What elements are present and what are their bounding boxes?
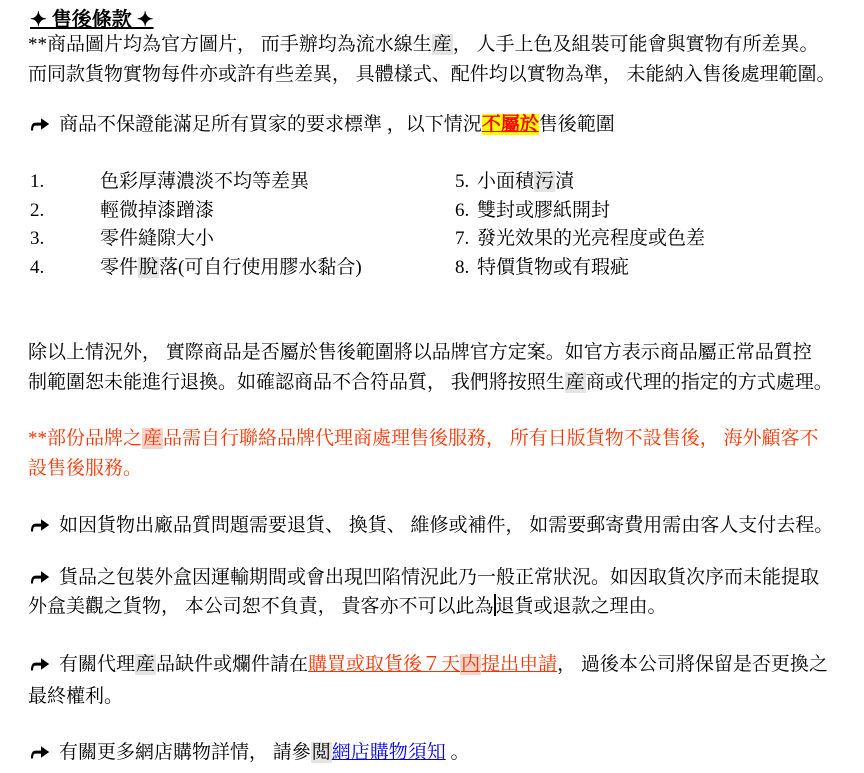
list-left-cell bbox=[30, 168, 455, 196]
bullet-arrow-icon bbox=[30, 512, 50, 542]
list-row bbox=[30, 225, 836, 253]
packaging-line-1 bbox=[30, 563, 819, 594]
list-text bbox=[100, 225, 214, 253]
list-right-cell bbox=[455, 225, 836, 253]
page-title: ✦ 售後條款 ✦ bbox=[30, 9, 154, 31]
list-text-a: 零件 bbox=[100, 257, 139, 278]
list-number: 2. bbox=[30, 200, 45, 221]
list-left-cell bbox=[30, 197, 455, 225]
more-info-text-b: 。 bbox=[445, 742, 470, 763]
fallback-char: 産 bbox=[143, 428, 163, 449]
defect-text-c: ， 過後本公司將保留是否更換之 bbox=[557, 654, 828, 675]
intro-line-2: 而同款貨物實物每件亦或許有些差異， 具體樣式、配件均以實物為準， 未能納入售後處理範圍。 bbox=[28, 64, 836, 85]
claim-deadline-emphasis bbox=[308, 654, 557, 675]
defect-claim-line-2: 最終權利。 bbox=[28, 686, 124, 707]
list-right-cell bbox=[455, 197, 836, 225]
defect-text-b: 品缺件或爛件請在 bbox=[156, 654, 309, 675]
notice-text-a: 商品不保證能滿足所有買家的要求標準 ，以下情況 bbox=[59, 114, 482, 135]
list-text bbox=[477, 254, 629, 282]
intro-text-b: ， 人手上色及組裝可能會與實物有所差異。 bbox=[452, 34, 819, 55]
fallback-char: 産 bbox=[432, 34, 452, 55]
notice-text-b: 售後範圍 bbox=[538, 114, 615, 135]
list-number: 6. bbox=[455, 200, 470, 221]
list-text bbox=[100, 197, 214, 225]
list-left-cell bbox=[30, 254, 455, 282]
packaging-line-2 bbox=[28, 592, 667, 622]
list-number: 7. bbox=[455, 228, 470, 249]
bullet-arrow-icon bbox=[30, 739, 50, 769]
claim-deadline-text-a: 購買或取貨後７天 bbox=[308, 654, 461, 675]
fallback-char: 内 bbox=[461, 654, 481, 675]
decision-text-a: 制範圍恕未能進行退換。如確認商品不合符品質， 我們將按照生 bbox=[28, 372, 565, 393]
list-text bbox=[477, 225, 705, 253]
more-info-line bbox=[30, 738, 470, 769]
decision-line-1: 除以上情況外， 實際商品是否屬於售後範圍將以品牌官方定案。如官方表示商品屬正常品質控 bbox=[28, 342, 812, 363]
packaging-text-a: 外盒美觀之貨物， 本公司恕不負責， 貴客亦不可以此為 bbox=[28, 596, 494, 617]
list-right-cell bbox=[455, 254, 836, 282]
list-right-cell bbox=[455, 168, 836, 196]
fallback-char: 污 bbox=[535, 171, 555, 192]
claim-deadline-text-b: 提出申請 bbox=[481, 654, 558, 675]
packaging-text-b: 退貨或退款之理由。 bbox=[495, 596, 667, 617]
list-text bbox=[100, 168, 309, 196]
list-text bbox=[477, 168, 574, 196]
shipping-text: 如因貨物出廠品質問題需要退貨、 換貨、 維修或補件， 如需要郵寄費用需由客人支付去程。 bbox=[59, 515, 834, 536]
list-text-a: 雙封或膠紙開封 bbox=[477, 200, 611, 221]
intro-line-1 bbox=[28, 30, 819, 60]
list-number: 5. bbox=[455, 171, 470, 192]
list-text-b: 漬 bbox=[555, 171, 575, 192]
bullet-arrow-icon bbox=[30, 564, 50, 594]
brand-notice-text-a: **部份品牌之 bbox=[28, 428, 143, 449]
packaging-text-1: 貨品之包裝外盒因運輸期間或會出現凹陷情況此乃一般正常狀況。如因取貨次序而未能提取 bbox=[59, 567, 820, 588]
bullet-arrow-icon bbox=[30, 111, 50, 141]
list-number: 1. bbox=[30, 171, 45, 192]
intro-text-a: **商品圖片均為官方圖片， 而手辦均為流水線生 bbox=[28, 34, 432, 55]
bullet-arrow-icon bbox=[30, 651, 50, 681]
list-text-b: 落(可自行使用膠水黏合) bbox=[159, 257, 362, 278]
fallback-char: 脫 bbox=[139, 257, 159, 278]
list-text bbox=[477, 197, 610, 225]
list-text bbox=[100, 254, 362, 282]
brand-notice-text-b: 品需自行聯絡品牌代理商處理售後服務， 所有日版貨物不設售後， 海外顧客不 bbox=[163, 428, 819, 449]
more-info-text-a: 有關更多網店購物詳情， 請參 bbox=[59, 742, 311, 763]
list-row bbox=[30, 168, 836, 196]
notice-line bbox=[30, 110, 615, 141]
list-number: 3. bbox=[30, 228, 45, 249]
fallback-char: 閲 bbox=[311, 742, 331, 763]
list-left-cell bbox=[30, 225, 455, 253]
list-text-a: 色彩厚薄濃淡不均等差異 bbox=[100, 171, 310, 192]
shop-guide-link[interactable]: 網店購物須知 bbox=[331, 742, 446, 763]
list-text-a: 特價貨物或有瑕疵 bbox=[477, 257, 630, 278]
list-row bbox=[30, 197, 836, 225]
list-number: 4. bbox=[30, 257, 45, 278]
brand-notice-line-2: 設售後服務。 bbox=[28, 458, 143, 479]
list-number: 8. bbox=[455, 257, 470, 278]
list-text-a: 零件縫隙大小 bbox=[100, 228, 215, 249]
fallback-char: 産 bbox=[136, 654, 156, 675]
list-text-a: 發光效果的光亮程度或色差 bbox=[477, 228, 706, 249]
defect-claim-line-1 bbox=[30, 650, 828, 681]
list-row bbox=[30, 254, 836, 282]
decision-line-2 bbox=[28, 368, 833, 398]
brand-notice-line-1 bbox=[28, 424, 819, 454]
notice-highlight: 不屬於 bbox=[481, 114, 539, 135]
fallback-char: 産 bbox=[565, 372, 585, 393]
defect-text-a: 有關代理 bbox=[59, 654, 136, 675]
list-text-a: 輕微掉漆蹭漆 bbox=[100, 200, 215, 221]
shipping-line bbox=[30, 511, 833, 542]
list-text-a: 小面積 bbox=[477, 171, 535, 192]
decision-text-b: 商或代理的指定的方式處理。 bbox=[585, 372, 833, 393]
